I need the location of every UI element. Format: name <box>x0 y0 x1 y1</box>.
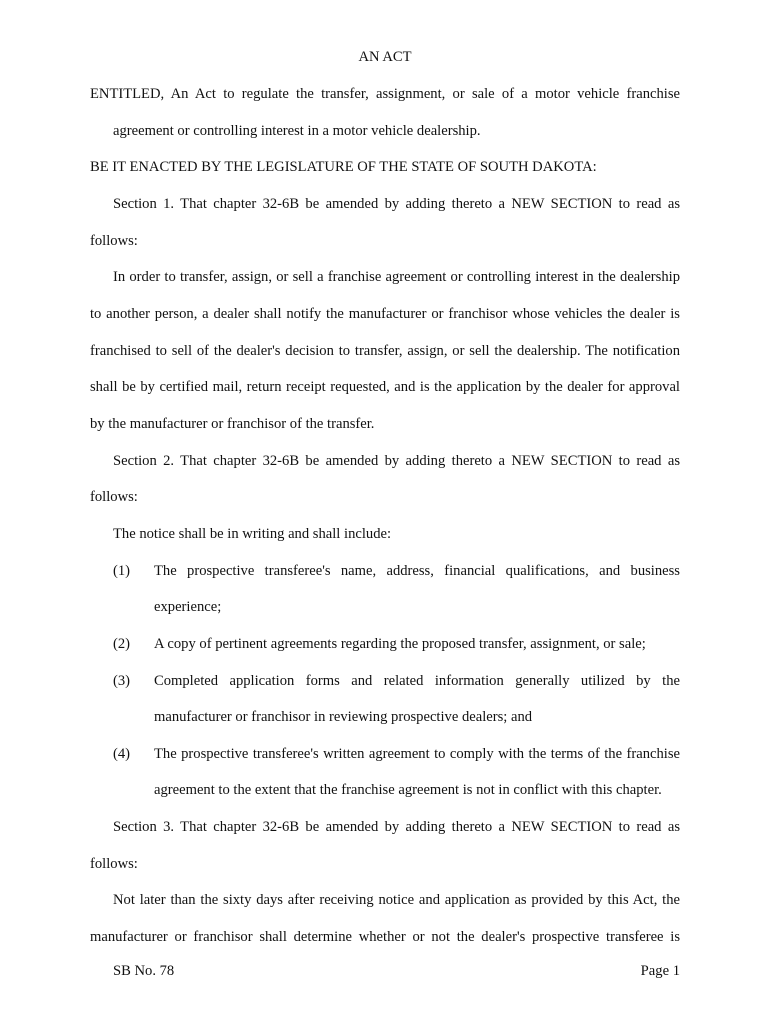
section-1-body-line: In order to transfer, assign, or sell a franchise agreement or controlling interest in the dealership <box>113 269 680 285</box>
entitled-line-1: ENTITLED, An Act to regulate the transfer, assignment, or sale of a motor vehicle franchise <box>90 86 680 102</box>
list-item-line: The prospective transferee's name, address, financial qualifications, and business <box>154 563 680 579</box>
list-item-number: (4) <box>113 746 131 762</box>
section-2-heading: Section 2. That chapter 32-6B be amended by adding thereto a NEW SECTION to read as <box>113 453 680 469</box>
list-item-line: Completed application forms and related information generally utilized by the <box>154 673 680 689</box>
section-1-body-line: franchised to sell of the dealer's decision to transfer, assign, or sell the dealership. The notification <box>90 343 680 359</box>
list-item-number: (3) <box>113 673 131 689</box>
footer-bill-number: SB No. 78 <box>113 963 175 979</box>
list-item-line: experience; <box>154 599 222 615</box>
section-2-heading-cont: follows: <box>90 489 138 505</box>
section-1-body-line: by the manufacturer or franchisor of the transfer. <box>90 416 375 432</box>
list-item-number: (2) <box>113 636 131 652</box>
footer-page-number: Page 1 <box>640 963 680 979</box>
section-2-intro: The notice shall be in writing and shall include: <box>113 526 392 542</box>
section-1-body-line: shall be by certified mail, return receipt requested, and is the application by the dealer for approval <box>90 379 680 395</box>
section-1-heading-cont: follows: <box>90 233 138 249</box>
section-3-heading: Section 3. That chapter 32-6B be amended by adding thereto a NEW SECTION to read as <box>113 819 680 835</box>
act-title: AN ACT <box>358 49 412 65</box>
list-item-number: (1) <box>113 563 131 579</box>
section-3-body-line: Not later than the sixty days after receiving notice and application as provided by this Act, the <box>113 892 680 908</box>
list-item-line: A copy of pertinent agreements regarding the proposed transfer, assignment, or sale; <box>154 636 646 652</box>
section-1-heading: Section 1. That chapter 32-6B be amended by adding thereto a NEW SECTION to read as <box>113 196 680 212</box>
entitled-line-2: agreement or controlling interest in a motor vehicle dealership. <box>113 123 481 139</box>
enacting-clause: BE IT ENACTED BY THE LEGISLATURE OF THE STATE OF SOUTH DAKOTA: <box>90 159 597 175</box>
list-item-line: agreement to the extent that the franchise agreement is not in conflict with this chapter. <box>154 782 662 798</box>
section-3-body-line: manufacturer or franchisor shall determine whether or not the dealer's prospective transferee is <box>90 929 680 945</box>
section-1-body-line: to another person, a dealer shall notify the manufacturer or franchisor whose vehicles the dealer is <box>90 306 680 322</box>
list-item-line: The prospective transferee's written agreement to comply with the terms of the franchise <box>154 746 680 762</box>
list-item-line: manufacturer or franchisor in reviewing prospective dealers; and <box>154 709 533 725</box>
section-3-heading-cont: follows: <box>90 856 138 872</box>
